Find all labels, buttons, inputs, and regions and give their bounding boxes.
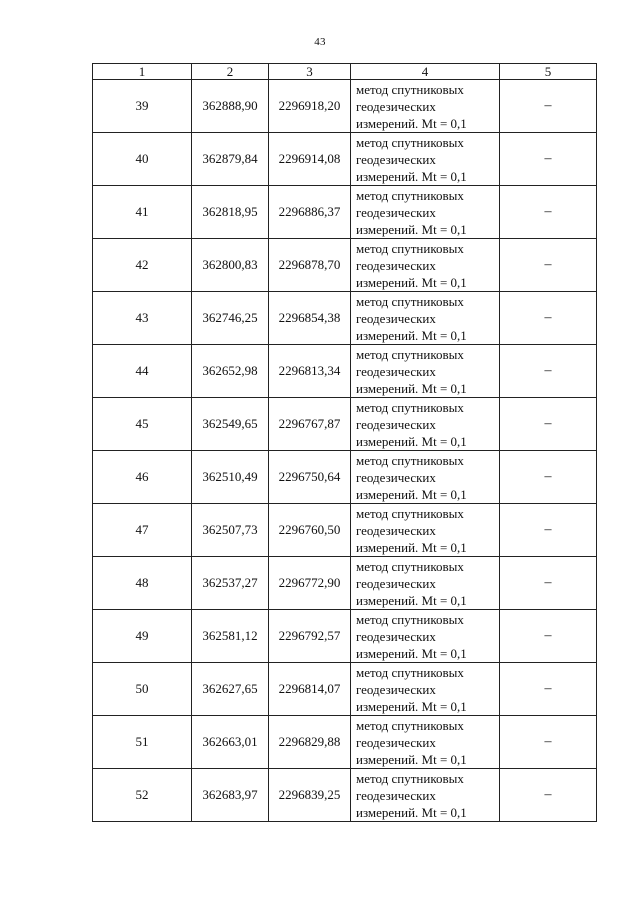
note-cell: – (500, 663, 597, 716)
method-cell (351, 133, 500, 186)
y-coordinate-cell: 2296767,87 (269, 398, 351, 451)
x-coordinate-cell: 362510,49 (192, 451, 269, 504)
method-line: измерений. Mt = 0,1 (356, 168, 467, 184)
method-line: метод спутниковых (356, 346, 464, 362)
method-cell (351, 716, 500, 769)
x-coordinate-cell: 362549,65 (192, 398, 269, 451)
method-line: метод спутниковых (356, 611, 464, 627)
method-line: геодезических (356, 416, 436, 432)
method-line: измерений. Mt = 0,1 (356, 327, 467, 343)
method-line: метод спутниковых (356, 770, 464, 786)
method-line: измерений. Mt = 0,1 (356, 221, 467, 237)
table-row (93, 186, 597, 239)
point-number-cell: 41 (93, 186, 192, 239)
table-row (93, 80, 597, 133)
point-number-cell: 45 (93, 398, 192, 451)
x-coordinate-cell: 362888,90 (192, 80, 269, 133)
header-col-5: 5 (500, 64, 597, 80)
table-body (93, 80, 597, 822)
header-row (93, 64, 597, 80)
note-cell: – (500, 504, 597, 557)
method-line: метод спутниковых (356, 81, 464, 97)
point-number-cell: 50 (93, 663, 192, 716)
method-line: геодезических (356, 204, 436, 220)
method-line: метод спутниковых (356, 452, 464, 468)
method-line: геодезических (356, 787, 436, 803)
method-line: геодезических (356, 257, 436, 273)
method-line: метод спутниковых (356, 505, 464, 521)
method-line: измерений. Mt = 0,1 (356, 380, 467, 396)
method-line: геодезических (356, 363, 436, 379)
table-row (93, 451, 597, 504)
method-cell (351, 557, 500, 610)
method-line: геодезических (356, 98, 436, 114)
point-number-cell: 48 (93, 557, 192, 610)
y-coordinate-cell: 2296839,25 (269, 769, 351, 822)
method-cell (351, 769, 500, 822)
x-coordinate-cell: 362627,65 (192, 663, 269, 716)
coordinates-table (92, 63, 597, 822)
header-col-1: 1 (93, 64, 192, 80)
x-coordinate-cell: 362879,84 (192, 133, 269, 186)
method-line: геодезических (356, 522, 436, 538)
y-coordinate-cell: 2296878,70 (269, 239, 351, 292)
x-coordinate-cell: 362800,83 (192, 239, 269, 292)
method-cell (351, 239, 500, 292)
y-coordinate-cell: 2296792,57 (269, 610, 351, 663)
method-line: метод спутниковых (356, 293, 464, 309)
note-cell: – (500, 398, 597, 451)
table-row (93, 610, 597, 663)
y-coordinate-cell: 2296829,88 (269, 716, 351, 769)
note-cell: – (500, 133, 597, 186)
method-line: измерений. Mt = 0,1 (356, 804, 467, 820)
table-row (93, 504, 597, 557)
point-number-cell: 42 (93, 239, 192, 292)
method-cell (351, 186, 500, 239)
method-line: геодезических (356, 575, 436, 591)
method-line: измерений. Mt = 0,1 (356, 592, 467, 608)
method-line: измерений. Mt = 0,1 (356, 645, 467, 661)
point-number-cell: 51 (93, 716, 192, 769)
table-row (93, 716, 597, 769)
method-line: измерений. Mt = 0,1 (356, 751, 467, 767)
x-coordinate-cell: 362537,27 (192, 557, 269, 610)
header-col-2: 2 (192, 64, 269, 80)
method-line: метод спутниковых (356, 134, 464, 150)
table-header (93, 64, 597, 80)
method-line: измерений. Mt = 0,1 (356, 274, 467, 290)
y-coordinate-cell: 2296854,38 (269, 292, 351, 345)
table-row (93, 239, 597, 292)
y-coordinate-cell: 2296760,50 (269, 504, 351, 557)
y-coordinate-cell: 2296814,07 (269, 663, 351, 716)
point-number-cell: 52 (93, 769, 192, 822)
method-cell (351, 345, 500, 398)
method-line: метод спутниковых (356, 717, 464, 733)
table-row (93, 663, 597, 716)
method-line: метод спутниковых (356, 664, 464, 680)
y-coordinate-cell: 2296914,08 (269, 133, 351, 186)
header-col-3: 3 (269, 64, 351, 80)
note-cell: – (500, 451, 597, 504)
note-cell: – (500, 345, 597, 398)
table-row (93, 398, 597, 451)
x-coordinate-cell: 362683,97 (192, 769, 269, 822)
page-number: 43 (314, 36, 326, 48)
method-cell (351, 663, 500, 716)
note-cell: – (500, 80, 597, 133)
point-number-cell: 44 (93, 345, 192, 398)
table-row (93, 345, 597, 398)
method-line: метод спутниковых (356, 399, 464, 415)
y-coordinate-cell: 2296813,34 (269, 345, 351, 398)
method-line: геодезических (356, 310, 436, 326)
point-number-cell: 40 (93, 133, 192, 186)
note-cell: – (500, 557, 597, 610)
method-line: измерений. Mt = 0,1 (356, 115, 467, 131)
method-line: измерений. Mt = 0,1 (356, 539, 467, 555)
method-cell (351, 451, 500, 504)
method-line: метод спутниковых (356, 240, 464, 256)
table-row (93, 133, 597, 186)
method-cell (351, 80, 500, 133)
method-line: метод спутниковых (356, 558, 464, 574)
method-cell (351, 504, 500, 557)
x-coordinate-cell: 362663,01 (192, 716, 269, 769)
method-line: геодезических (356, 734, 436, 750)
method-line: метод спутниковых (356, 187, 464, 203)
method-line: геодезических (356, 469, 436, 485)
point-number-cell: 47 (93, 504, 192, 557)
note-cell: – (500, 769, 597, 822)
x-coordinate-cell: 362746,25 (192, 292, 269, 345)
method-line: измерений. Mt = 0,1 (356, 698, 467, 714)
point-number-cell: 46 (93, 451, 192, 504)
x-coordinate-cell: 362818,95 (192, 186, 269, 239)
y-coordinate-cell: 2296918,20 (269, 80, 351, 133)
x-coordinate-cell: 362652,98 (192, 345, 269, 398)
point-number-cell: 43 (93, 292, 192, 345)
x-coordinate-cell: 362581,12 (192, 610, 269, 663)
point-number-cell: 39 (93, 80, 192, 133)
method-line: измерений. Mt = 0,1 (356, 486, 467, 502)
y-coordinate-cell: 2296772,90 (269, 557, 351, 610)
method-line: геодезических (356, 681, 436, 697)
y-coordinate-cell: 2296886,37 (269, 186, 351, 239)
note-cell: – (500, 292, 597, 345)
method-line: геодезических (356, 628, 436, 644)
y-coordinate-cell: 2296750,64 (269, 451, 351, 504)
note-cell: – (500, 610, 597, 663)
table-row (93, 557, 597, 610)
method-cell (351, 398, 500, 451)
note-cell: – (500, 716, 597, 769)
method-line: измерений. Mt = 0,1 (356, 433, 467, 449)
table-row (93, 292, 597, 345)
method-line: геодезических (356, 151, 436, 167)
note-cell: – (500, 239, 597, 292)
point-number-cell: 49 (93, 610, 192, 663)
method-cell (351, 610, 500, 663)
header-col-4: 4 (351, 64, 500, 80)
method-cell (351, 292, 500, 345)
x-coordinate-cell: 362507,73 (192, 504, 269, 557)
table-row (93, 769, 597, 822)
note-cell: – (500, 186, 597, 239)
